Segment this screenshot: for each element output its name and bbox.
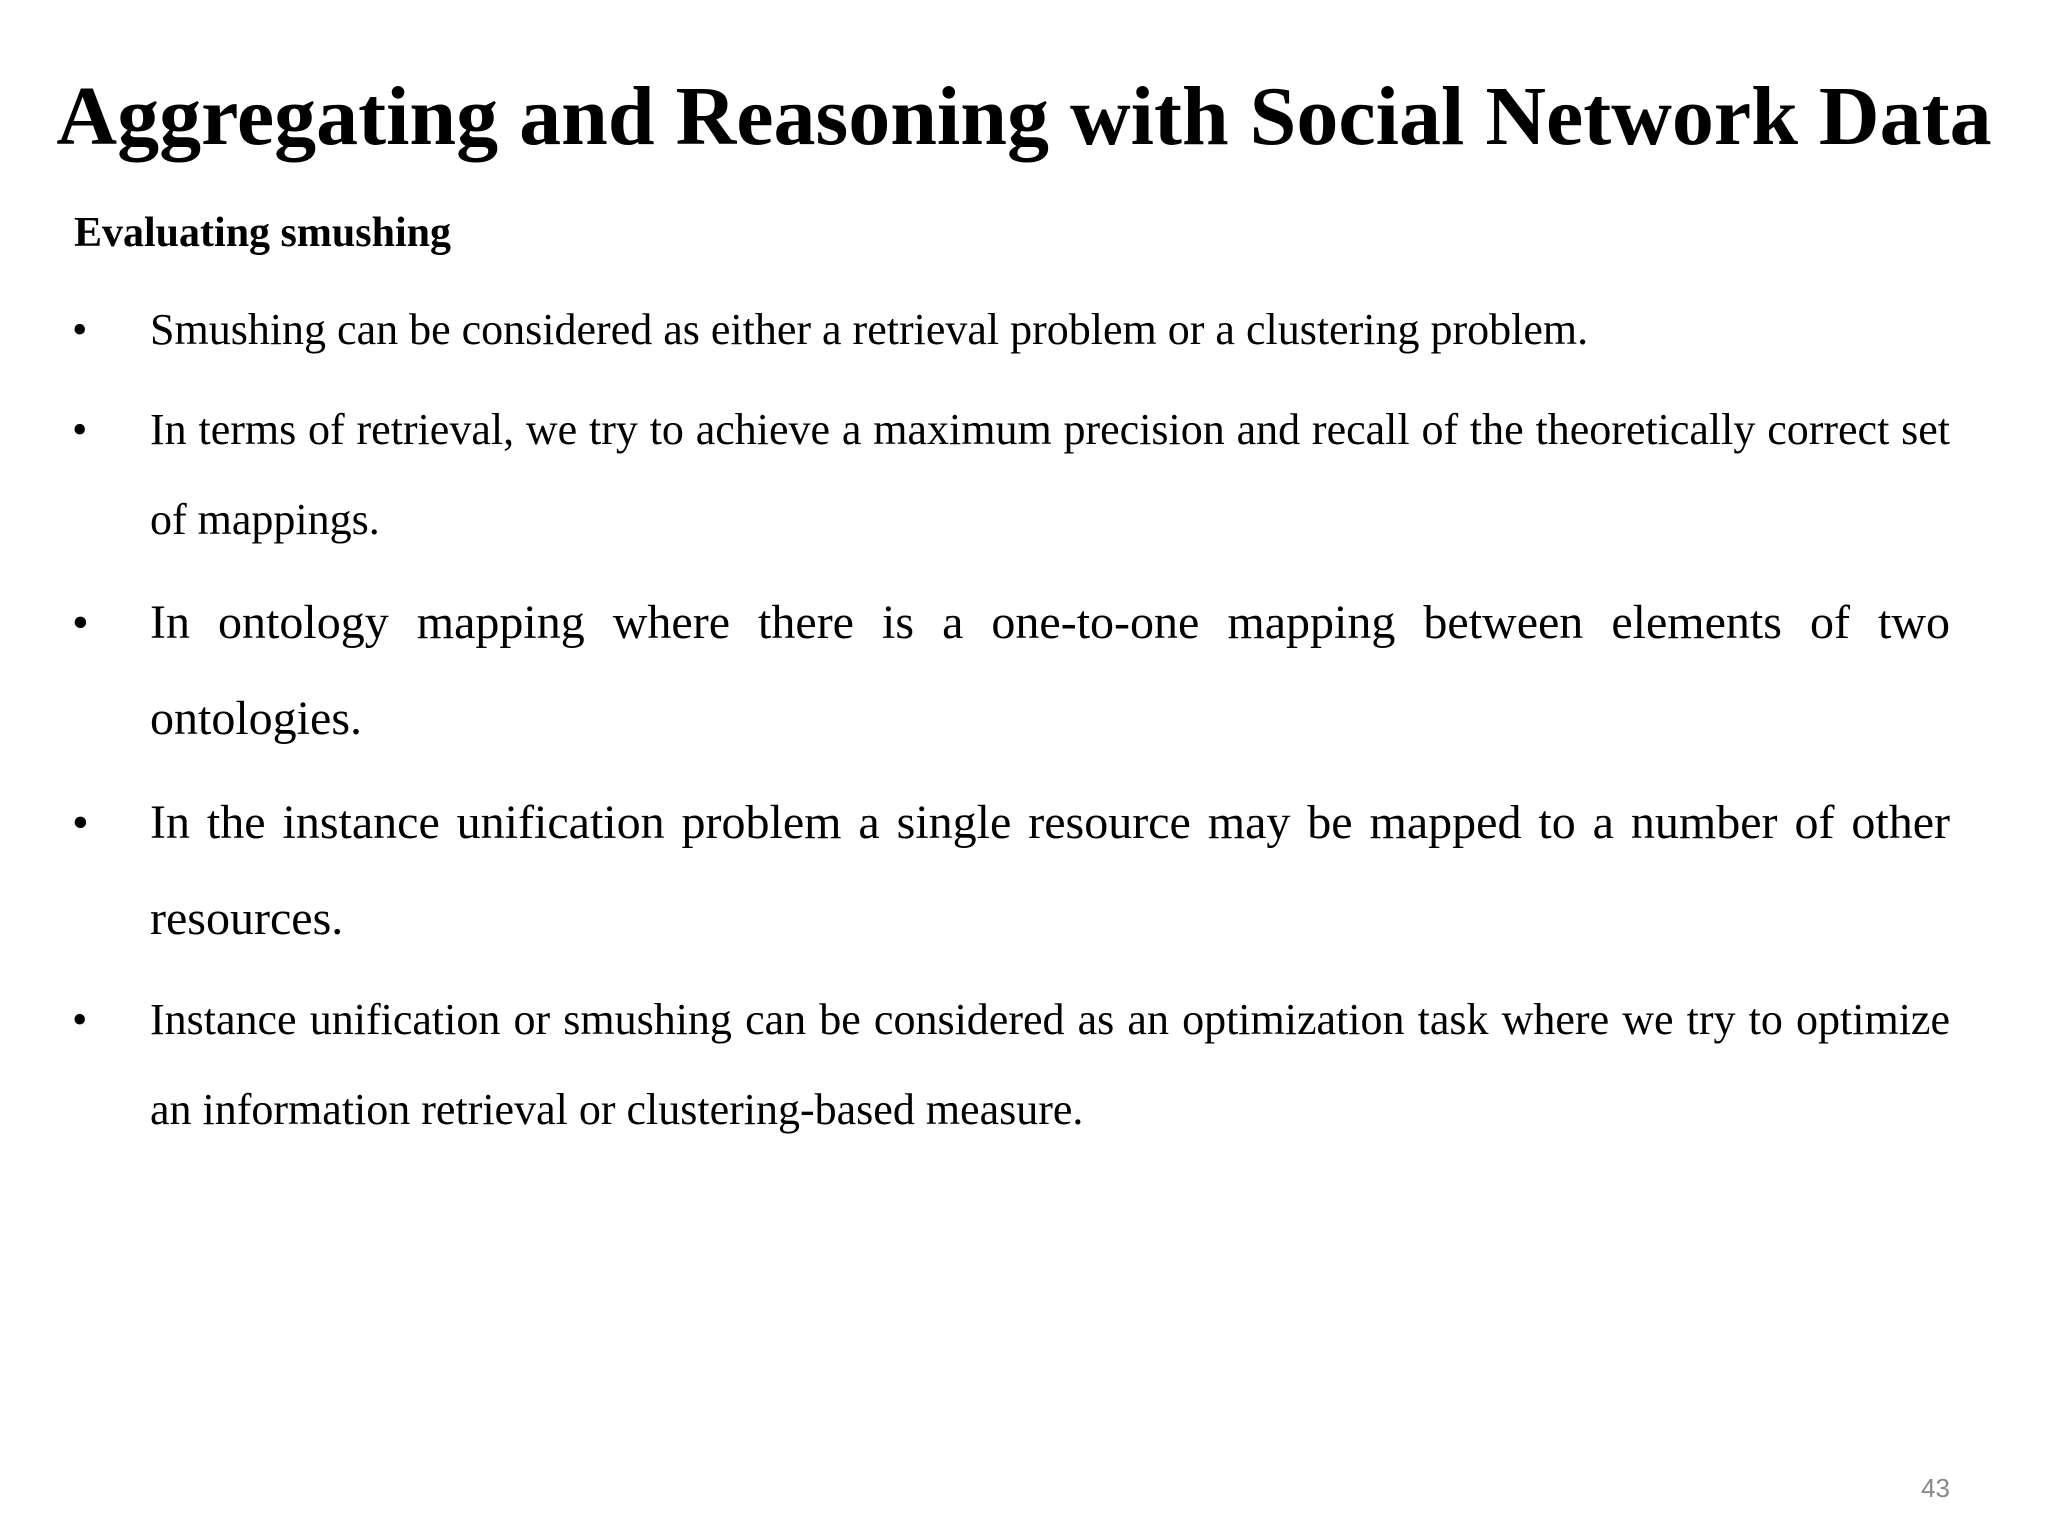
page-number: 43: [1921, 1473, 1950, 1503]
section-heading: Evaluating smushing: [74, 210, 451, 256]
bullet-text: In ontology mapping where there is a one-to-one mapping between elements of two ontologies.: [150, 596, 1950, 745]
bullet-marker: •: [72, 305, 88, 354]
bullet-marker: •: [72, 596, 89, 649]
slide-title: Aggregating and Reasoning with Social Network Data: [56, 70, 1992, 163]
bullet-marker: •: [72, 995, 88, 1044]
bullet-marker: •: [72, 405, 88, 454]
bullet-text: Smushing can be considered as either a retrieval problem or a clustering problem.: [150, 305, 1589, 354]
bullet-text: In terms of retrieval, we try to achieve a maximum precision and recall of the theoretically correct set of mappings.: [150, 405, 1950, 544]
bullet-marker: •: [72, 796, 89, 849]
bullet-text: In the instance unification problem a single resource may be mapped to a number of other resources.: [150, 796, 1950, 945]
bullet-text: Instance unification or smushing can be considered as an optimization task where we try to optimize an information retrieval or clustering-based measure.: [150, 995, 1950, 1134]
